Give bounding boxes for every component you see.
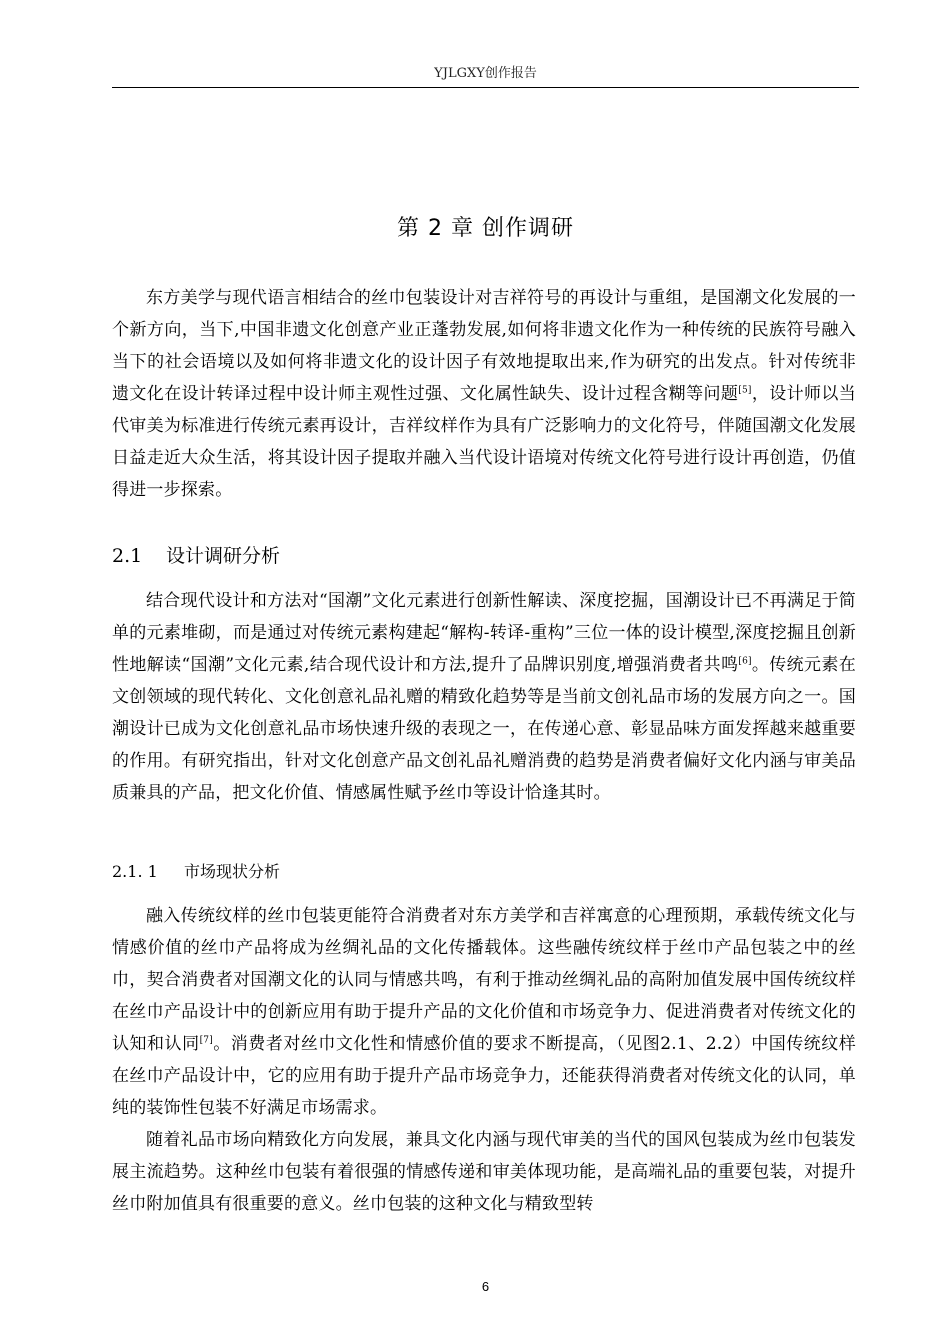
market-p1-text-a: 融入传统纹样的丝巾包装更能符合消费者对东方美学和吉祥寓意的心理预期，承载传统文化与情感价值的丝巾产品将成为丝绸礼品的文化传播载体。这些融传统纹样于丝巾产品包装之中的丝巾，契合消费者对国潮文化的认同与情感共鸣，有利于推动丝绸礼品的高附加值发展中国传统纹样在丝巾产品设计中的创新应用有助于提升产品的文化价值和市场竞争力、促进消费者对传统文化的认知和认同 <box>112 906 856 1054</box>
section-number: 2.1 <box>112 545 143 567</box>
section-title: 设计调研分析 <box>166 545 281 567</box>
page-number: 6 <box>481 1279 490 1294</box>
subsection-heading-2-1-1 <box>112 860 280 884</box>
subsection-title: 市场现状分析 <box>184 862 281 881</box>
section-2-1-1-body <box>112 900 856 1220</box>
citation-6: [6] <box>738 656 752 667</box>
header-rule <box>112 87 859 88</box>
citation-5: [5] <box>738 385 752 396</box>
chapter-title: 第 2 章 创作调研 <box>397 216 574 241</box>
subsection-number: 2.1. 1 <box>112 862 158 881</box>
market-paragraph-2: 随着礼品市场向精致化方向发展，兼具文化内涵与现代审美的当代的国风包装成为丝巾包装发展主流趋势。这种丝巾包装有着很强的情感传递和审美体现功能，是高端礼品的重要包装，对提升丝巾附加值具有很重要的意义。丝巾包装的这种文化与精致型转 <box>112 1130 856 1214</box>
section-2-1-text-b: 。传统元素在文创领域的现代转化、文化创意礼品礼赠的精致化趋势等是当前文创礼品市场的发展方向之一。国潮设计已成为文化创意礼品市场快速升级的表现之一，在传递心意、彰显品味方面发挥越来越重要的作用。有研究指出，针对文化创意产品文创礼品礼赠消费的趋势是消费者偏好文化内涵与审美品质兼具的产品，把文化价值、情感属性赋予丝巾等设计恰逢其时。 <box>112 655 856 803</box>
intro-paragraph <box>112 282 856 506</box>
section-2-1-paragraph <box>112 585 856 809</box>
intro-text-a: 东方美学与现代语言相结合的丝巾包装设计对吉祥符号的再设计与重组，是国潮文化发展的一个新方向，当下,中国非遗文化创意产业正蓬勃发展,如何将非遗文化作为一种传统的民族符号融入当下的社会语境以及如何将非遗文化的设计因子有效地提取出来,作为研究的出发点。针对传统非遗文化在设计转译过程中设计师主观性过强、文化属性缺失、设计过程含糊等问题 <box>112 288 856 404</box>
intro-text-b: ，设计师以当代审美为标准进行传统元素再设计，吉祥纹样作为具有广泛影响力的文化符号，伴随国潮文化发展日益走近大众生活，将其设计因子提取并融入当代设计语境对传统文化符号进行设计再创造，仍值得进一步探索。 <box>112 384 857 500</box>
section-2-1-body <box>112 585 856 809</box>
running-header: YJLGXY创作报告 <box>434 66 537 81</box>
market-p1-text-b: 。消费者对丝巾文化性和情感价值的要求不断提高，（见图2.1、2.2）中国传统纹样在丝巾产品设计中，它的应用有助于提升产品市场竞争力，还能获得消费者对传统文化的认同，单纯的装饰性包装不好满足市场需求。 <box>112 1034 856 1118</box>
section-2-1-text-a: 结合现代设计和方法对“国潮”文化元素进行创新性解读、深度挖掘，国潮设计已不再满足于简单的元素堆砌，而是通过对传统元素构建起“解构-转译-重构”三位一体的设计模型,深度挖掘且创新性地解读“国潮”文化元素,结合现代设计和方法,提升了品牌识别度,增强消费者共鸣 <box>112 591 856 675</box>
citation-7: [7] <box>199 1035 213 1046</box>
intro-section <box>112 282 856 506</box>
section-heading-2-1 <box>112 542 280 570</box>
market-paragraph-1 <box>112 900 856 1124</box>
